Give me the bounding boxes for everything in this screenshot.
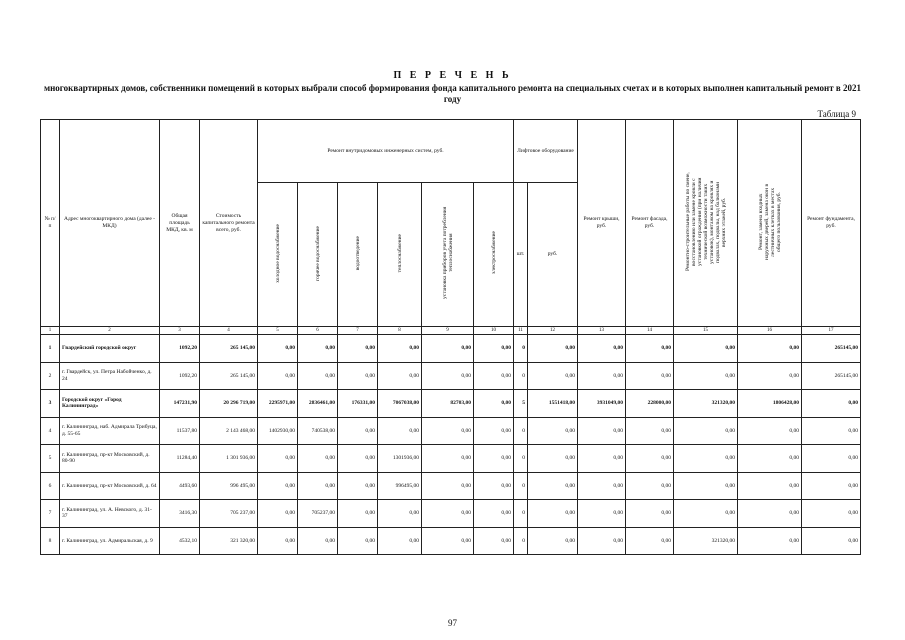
table-cell: 4	[41, 417, 60, 445]
table-row	[41, 390, 861, 418]
table-cell: 0,00	[474, 362, 514, 390]
table-cell: 0,00	[674, 362, 738, 390]
table-cell: 0,00	[578, 335, 626, 363]
table-cell: 265145,00	[802, 362, 861, 390]
table-cell: 0,00	[474, 335, 514, 363]
table-cell: 0,00	[258, 527, 298, 555]
table-cell: 0,00	[674, 335, 738, 363]
table-cell: 1	[41, 335, 60, 363]
table-cell: 1 301 936,00	[200, 445, 258, 473]
table-cell: 20 296 719,00	[200, 390, 258, 418]
table-cell: 0,00	[802, 472, 861, 500]
table-cell: 0,00	[422, 445, 474, 473]
address-cell: г. Калининград, наб. Адмирала Трибуца, д. 55-65	[60, 417, 160, 445]
table-cell: 147231,90	[160, 390, 200, 418]
header-cold-water: холодное водоснабжение	[274, 223, 281, 283]
table-cell: 0,00	[422, 500, 474, 528]
table-cell: 0,00	[578, 472, 626, 500]
table-cell: 1551418,00	[528, 390, 578, 418]
column-number-cell: 7	[338, 327, 378, 335]
table-cell: 996 495,00	[200, 472, 258, 500]
table-cell: 0,00	[338, 500, 378, 528]
table-cell: 0,00	[674, 500, 738, 528]
table-cell: 0,00	[674, 472, 738, 500]
table-cell: 5	[41, 445, 60, 473]
column-number-row	[41, 327, 861, 335]
header-systems-group: Ремонт внутридомовых инженерных систем, руб.	[258, 120, 514, 183]
header-hot-water: горячее водоснабжение	[314, 225, 321, 281]
table-cell: 5	[514, 390, 528, 418]
table-cell: 0,00	[338, 527, 378, 555]
address-cell: г. Калининград, ул. Адмиральская, д. 9	[60, 527, 160, 555]
column-number-cell: 6	[298, 327, 338, 335]
table-cell: 705 237,00	[200, 500, 258, 528]
table-cell: 0,00	[298, 472, 338, 500]
page-number: 97	[448, 618, 457, 628]
column-number-cell: 4	[200, 327, 258, 335]
table-cell: 2	[41, 362, 60, 390]
table-cell: 0,00	[626, 527, 674, 555]
table-cell: 0,00	[578, 445, 626, 473]
header-elevator-group: Лифтовое оборудование	[514, 120, 578, 183]
table-cell: 0,00	[338, 362, 378, 390]
table-row	[41, 445, 861, 473]
table-cell: 996495,00	[378, 472, 422, 500]
table-cell: 0,00	[258, 500, 298, 528]
table-row	[41, 527, 861, 555]
table-cell: 0,00	[378, 500, 422, 528]
table-cell: 0,00	[298, 362, 338, 390]
column-number-row-group	[41, 327, 861, 335]
header-meters: установка приборов учета потребления теплоснабжения	[441, 206, 454, 300]
table-cell: 1402930,00	[258, 417, 298, 445]
table-row	[41, 335, 861, 363]
table-cell: 0	[514, 472, 528, 500]
column-number-cell: 3	[160, 327, 200, 335]
table-row	[41, 362, 861, 390]
table-row	[41, 500, 861, 528]
column-number-cell: 13	[578, 327, 626, 335]
table-cell: 0	[514, 335, 528, 363]
table-cell: 0,00	[674, 417, 738, 445]
column-number-cell: 1	[41, 327, 60, 335]
header-roof: Ремонт крыши, руб.	[578, 120, 626, 327]
table-cell: 0,00	[528, 362, 578, 390]
table-cell: 0,00	[626, 445, 674, 473]
table-cell: 4532,10	[160, 527, 200, 555]
table-cell: 0,00	[738, 500, 802, 528]
table-cell: 176331,00	[338, 390, 378, 418]
header-idx: № п/п	[41, 120, 60, 327]
table-cell: 0,00	[422, 335, 474, 363]
table-cell: 321320,00	[674, 390, 738, 418]
table-cell: 0,00	[422, 527, 474, 555]
table-cell: 0	[514, 362, 528, 390]
column-number-cell: 14	[626, 327, 674, 335]
table-cell: 0,00	[474, 472, 514, 500]
column-number-cell: 10	[474, 327, 514, 335]
table-cell: 0,00	[802, 417, 861, 445]
header-power: электроснабжение	[490, 231, 497, 275]
document-title: П Е Р Е Ч Е Н Ь	[393, 70, 512, 81]
table-cell: 0,00	[422, 472, 474, 500]
table-cell: 0,00	[528, 417, 578, 445]
column-number-cell: 2	[60, 327, 160, 335]
table-cell: 0,00	[474, 527, 514, 555]
table-cell: 265145,00	[802, 335, 861, 363]
header-elevator-count: шт.	[514, 183, 528, 327]
table-cell: 3	[41, 390, 60, 418]
table-cell: 0,00	[626, 417, 674, 445]
table-cell: 0	[514, 417, 528, 445]
table-cell: 3416,30	[160, 500, 200, 528]
table-cell: 0,00	[578, 500, 626, 528]
table-cell: 0,00	[474, 500, 514, 528]
table-cell: 11537,80	[160, 417, 200, 445]
address-cell: г. Калининград, пр-кт Московский, д. 64	[60, 472, 160, 500]
column-number-cell: 12	[528, 327, 578, 335]
table-cell: 0,00	[338, 335, 378, 363]
table-cell: 0,00	[528, 445, 578, 473]
table-cell: 0,00	[258, 335, 298, 363]
table-cell: 0,00	[626, 500, 674, 528]
table-cell: 0	[514, 445, 528, 473]
table-cell: 265 145,00	[200, 362, 258, 390]
table-cell: 7	[41, 500, 60, 528]
table-cell: 0	[514, 527, 528, 555]
repair-table	[40, 119, 861, 555]
table-cell: 228000,00	[626, 390, 674, 418]
table-cell: 0,00	[738, 335, 802, 363]
table-cell: 321 320,00	[200, 527, 258, 555]
address-cell: г. Гвардейск, ул. Петра Набойченко, д. 24	[60, 362, 160, 390]
table-cell: 0,00	[338, 417, 378, 445]
column-number-cell: 11	[514, 327, 528, 335]
table-cell: 0,00	[626, 472, 674, 500]
column-number-cell: 8	[378, 327, 422, 335]
table-label: Таблица 9	[817, 109, 856, 119]
table-cell: 0,00	[578, 362, 626, 390]
header-row-top	[41, 120, 861, 183]
table-cell: 1092,20	[160, 362, 200, 390]
table-cell: 0,00	[578, 527, 626, 555]
table-cell: 2836461,00	[298, 390, 338, 418]
table-cell: 0,00	[474, 417, 514, 445]
table-cell: 0,00	[528, 335, 578, 363]
table-cell: 0,00	[738, 362, 802, 390]
table-cell: 0,00	[528, 472, 578, 500]
table-cell: 0,00	[738, 527, 802, 555]
table-cell: 0,00	[422, 362, 474, 390]
table-body	[41, 335, 861, 555]
table-cell: 0,00	[738, 417, 802, 445]
table-cell: 0,00	[422, 417, 474, 445]
table-cell: 321320,00	[674, 527, 738, 555]
column-number-cell: 16	[738, 327, 802, 335]
table-cell: 0,00	[378, 335, 422, 363]
table-cell: 0,00	[298, 527, 338, 555]
header-total-cost: Стоимость капитального ремонта всего, руб.	[200, 120, 258, 327]
header-doors-windows: Ремонт, замена входных наружных дверей, замена окон в лестничных клетках в местах общего пользования, руб.	[757, 183, 782, 260]
table-cell: 265 145,00	[200, 335, 258, 363]
table-cell: 0,00	[474, 445, 514, 473]
header-sewer: водоотведение	[354, 235, 361, 271]
table-cell: 0,00	[528, 500, 578, 528]
table-cell: 82703,00	[422, 390, 474, 418]
table-cell: 0,00	[338, 445, 378, 473]
table-cell: 0,00	[258, 362, 298, 390]
table-cell: 6	[41, 472, 60, 500]
table-cell: 0,00	[528, 527, 578, 555]
table-cell: 7067038,00	[378, 390, 422, 418]
table-cell: 0,00	[626, 335, 674, 363]
table-cell: 3931049,00	[578, 390, 626, 418]
table-cell: 11284,40	[160, 445, 200, 473]
table-cell: 8	[41, 527, 60, 555]
table-cell: 0,00	[338, 472, 378, 500]
table-cell: 0,00	[474, 390, 514, 418]
address-cell: г. Калининград, пр-кт Московский, д. 80-90	[60, 445, 160, 473]
table-row	[41, 417, 861, 445]
header-facade: Ремонт фасада, руб.	[626, 120, 674, 327]
header-elevator-rub: руб.	[528, 183, 578, 327]
table-cell: 0,00	[802, 445, 861, 473]
table-cell: 0,00	[578, 417, 626, 445]
table-cell: 0,00	[298, 445, 338, 473]
header-address: Адрес многоквартирного дома (далее - МКД)	[60, 120, 160, 327]
column-number-cell: 15	[674, 327, 738, 335]
header-foundation: Ремонт фундамента, руб.	[802, 120, 861, 327]
table-cell: 0,00	[802, 527, 861, 555]
column-number-cell: 17	[802, 327, 861, 335]
table-cell: 0	[514, 500, 528, 528]
table-cell: 0,00	[378, 362, 422, 390]
table-cell: 0,00	[738, 445, 802, 473]
address-cell: Городской округ «Город Калининград»	[60, 390, 160, 418]
table-cell: 705237,00	[298, 500, 338, 528]
table-cell: 2295971,00	[258, 390, 298, 418]
table-cell: 4493,60	[160, 472, 200, 500]
table-cell: 740538,00	[298, 417, 338, 445]
address-cell: Гвардейский городской округ	[60, 335, 160, 363]
table-cell: 0,00	[258, 472, 298, 500]
table-cell: 0,00	[258, 445, 298, 473]
table-cell: 1301936,00	[378, 445, 422, 473]
table-cell: 0,00	[626, 362, 674, 390]
document-subtitle: многоквартирных домов, собственники помещений в которых выбрали способ формирования фонда капитального ремонта на специальных счетах и в которых выполнен капитальный ремонт в 2021 году	[43, 83, 862, 104]
table-cell: 1092,20	[160, 335, 200, 363]
address-cell: г. Калининград, ул. А. Невского, д. 31-37	[60, 500, 160, 528]
column-number-cell: 9	[422, 327, 474, 335]
header-area: Общая площадь МКД, кв. м	[160, 120, 200, 327]
header-roof-works: Ремонтно-строительные работы по смене, восстановлению или замене кровли с установкой ограждения (при наличии технической возможности таких установок), монтажом на кровлях и подвалах, подвалы, над балконами верхних этажей, руб.	[684, 172, 727, 271]
table-cell: 0,00	[378, 417, 422, 445]
table-row	[41, 472, 861, 500]
table-cell: 0,00	[378, 527, 422, 555]
table-cell: 0,00	[802, 390, 861, 418]
table-cell: 0,00	[298, 335, 338, 363]
table-cell: 0,00	[674, 445, 738, 473]
header-heating: теплоснабжение	[396, 233, 403, 273]
table-cell: 2 143 468,00	[200, 417, 258, 445]
table-cell: 1806428,00	[738, 390, 802, 418]
table-cell: 0,00	[738, 472, 802, 500]
column-number-cell: 5	[258, 327, 298, 335]
table-cell: 0,00	[802, 500, 861, 528]
